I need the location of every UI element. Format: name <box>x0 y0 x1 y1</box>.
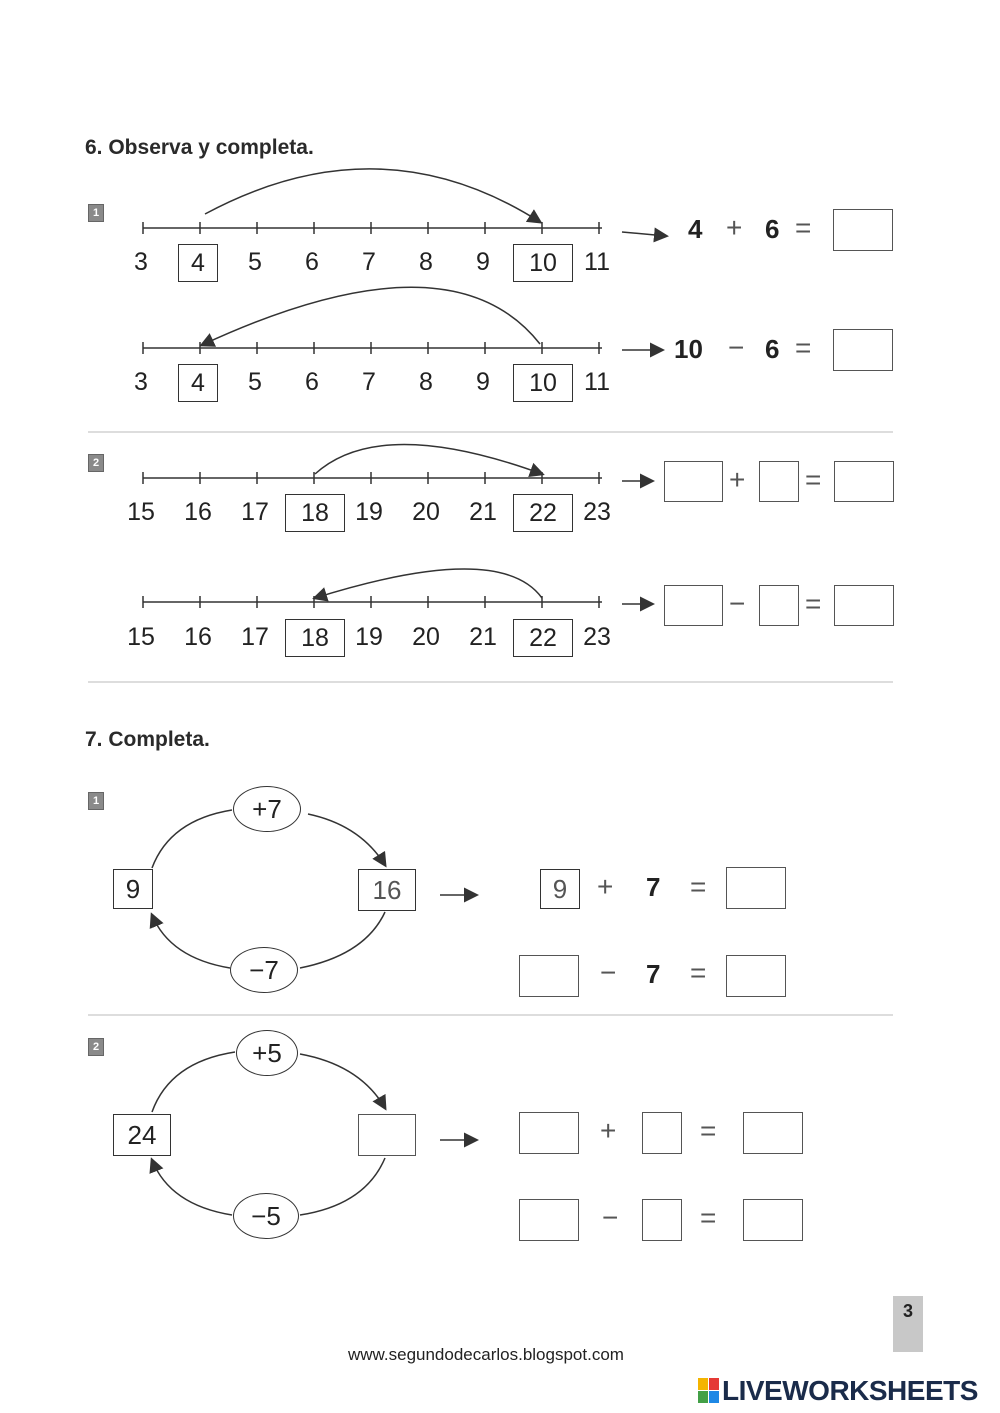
plus-sign: + <box>726 212 743 243</box>
minus-sign: − <box>728 332 745 363</box>
cycle-start-box: 9 <box>113 869 153 909</box>
answer-box[interactable] <box>833 329 893 371</box>
page-number: 3 <box>893 1296 923 1352</box>
number-label: 21 <box>469 498 497 526</box>
part-badge: 2 <box>88 454 104 472</box>
number-label-boxed: 4 <box>178 244 218 282</box>
number-label: 8 <box>419 368 433 396</box>
plus-sign: + <box>729 464 746 495</box>
plus-operator-bubble: +7 <box>233 786 301 832</box>
answer-box[interactable] <box>642 1199 682 1241</box>
number-label-boxed: 18 <box>285 619 345 657</box>
number-label: 17 <box>241 623 269 651</box>
answer-box[interactable] <box>726 955 786 997</box>
number-label-boxed: 22 <box>513 619 573 657</box>
number-label: 23 <box>583 623 611 651</box>
equals-sign: = <box>795 332 812 363</box>
minus-sign: − <box>600 957 617 988</box>
minus-operator-bubble: −7 <box>230 947 298 993</box>
number-label-boxed: 22 <box>513 494 573 532</box>
exercise-6-title: 6. Observa y completa. <box>85 136 314 159</box>
number-label: 20 <box>412 623 440 651</box>
answer-box[interactable] <box>834 585 894 626</box>
part-badge: 1 <box>88 792 104 810</box>
plus-sign: + <box>600 1115 617 1146</box>
answer-box[interactable] <box>642 1112 682 1154</box>
number-label: 6 <box>305 368 319 396</box>
answer-box[interactable] <box>833 209 893 251</box>
minus-sign: − <box>602 1202 619 1233</box>
answer-box[interactable] <box>519 955 579 997</box>
equals-sign: = <box>795 212 812 243</box>
number-label: 15 <box>127 498 155 526</box>
number-label-boxed: 4 <box>178 364 218 402</box>
number-label: 11 <box>584 368 610 396</box>
answer-box[interactable] <box>759 461 799 502</box>
number-label: 17 <box>241 498 269 526</box>
number-label-boxed: 10 <box>513 244 573 282</box>
equals-sign: = <box>700 1202 717 1233</box>
liveworksheets-logo-icon <box>698 1378 720 1404</box>
equals-sign: = <box>805 588 822 619</box>
answer-box[interactable] <box>743 1199 803 1241</box>
number-line-2 <box>143 287 602 354</box>
given-box: 9 <box>540 869 580 909</box>
number-label: 5 <box>248 368 262 396</box>
minus-operator-bubble: −5 <box>233 1193 299 1239</box>
eq-b: 6 <box>765 334 780 364</box>
number-label: 3 <box>134 368 148 396</box>
number-label: 16 <box>184 498 212 526</box>
eq-a: 10 <box>674 334 703 364</box>
answer-box[interactable] <box>519 1199 579 1241</box>
number-label: 15 <box>127 623 155 651</box>
number-label: 20 <box>412 498 440 526</box>
number-label: 19 <box>355 623 383 651</box>
number-label: 6 <box>305 248 319 276</box>
number-line-4 <box>143 569 602 608</box>
part-badge: 2 <box>88 1038 104 1056</box>
number-line-1 <box>143 169 602 234</box>
eq-a: 4 <box>688 214 703 244</box>
number-label: 3 <box>134 248 148 276</box>
cycle-diagrams-svg <box>0 700 1000 1260</box>
answer-box[interactable] <box>743 1112 803 1154</box>
liveworksheets-brand: LIVEWORKSHEETS <box>722 1375 978 1406</box>
number-line-3 <box>143 445 602 485</box>
answer-box[interactable] <box>834 461 894 502</box>
answer-box[interactable] <box>519 1112 579 1154</box>
cycle-end-box: 16 <box>358 869 416 911</box>
answer-box[interactable] <box>759 585 799 626</box>
equals-sign: = <box>690 957 707 988</box>
minus-sign: − <box>729 588 746 619</box>
cycle-end-answer-box[interactable] <box>358 1114 416 1156</box>
number-label: 11 <box>584 248 610 276</box>
exercise-7-title: 7. Completa. <box>85 728 210 751</box>
number-label: 7 <box>362 368 376 396</box>
equals-sign: = <box>690 871 707 902</box>
number-label: 9 <box>476 368 490 396</box>
eq-b: 7 <box>646 959 661 989</box>
plus-operator-bubble: +5 <box>236 1030 298 1076</box>
part-badge: 1 <box>88 204 104 222</box>
number-label-boxed: 18 <box>285 494 345 532</box>
answer-box[interactable] <box>664 461 723 502</box>
number-label: 21 <box>469 623 497 651</box>
number-label: 5 <box>248 248 262 276</box>
eq-b: 7 <box>646 872 661 902</box>
footer-url: www.segundodecarlos.blogspot.com <box>348 1345 624 1364</box>
equals-sign: = <box>805 464 822 495</box>
number-label: 19 <box>355 498 383 526</box>
cycle-start-box: 24 <box>113 1114 171 1156</box>
answer-box[interactable] <box>726 867 786 909</box>
answer-box[interactable] <box>664 585 723 626</box>
number-label: 23 <box>583 498 611 526</box>
eq-b: 6 <box>765 214 780 244</box>
plus-sign: + <box>597 871 614 902</box>
number-label: 7 <box>362 248 376 276</box>
equals-sign: = <box>700 1115 717 1146</box>
number-label: 8 <box>419 248 433 276</box>
number-label: 9 <box>476 248 490 276</box>
number-label: 16 <box>184 623 212 651</box>
number-label-boxed: 10 <box>513 364 573 402</box>
